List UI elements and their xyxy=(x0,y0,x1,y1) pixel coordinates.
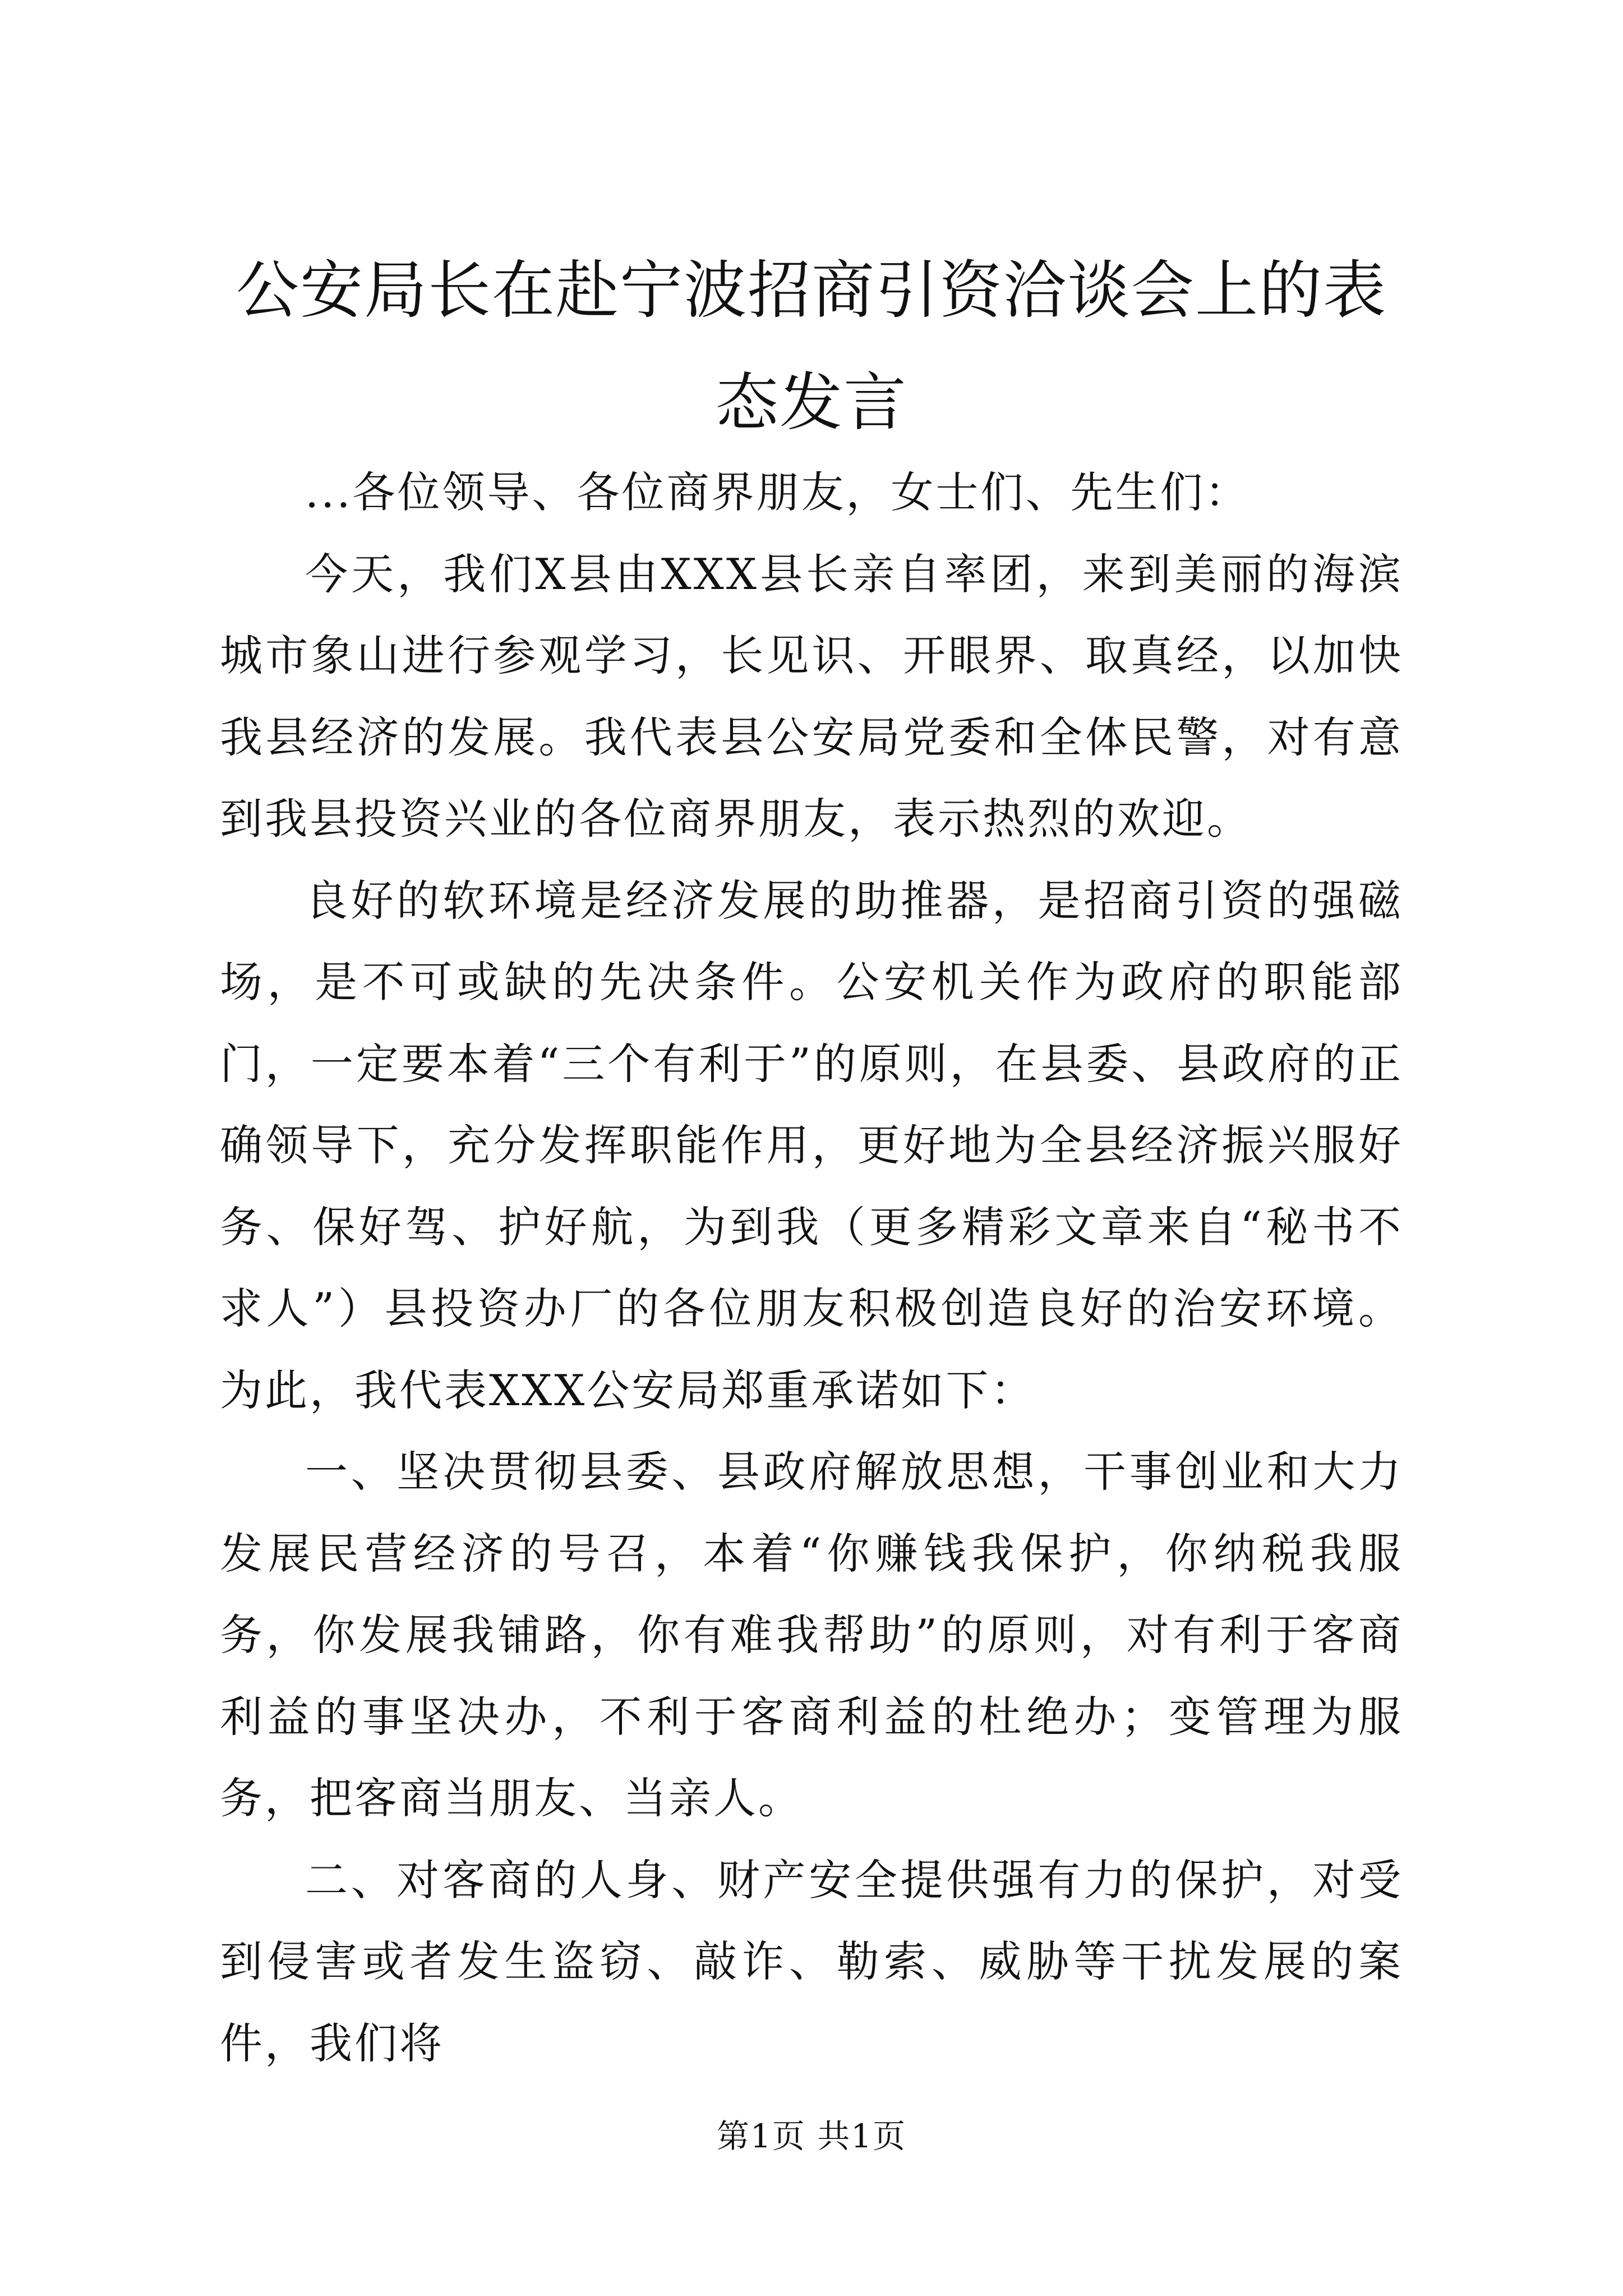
paragraph-salutation: ...各位领导、各位商界朋友，女士们、先生们： xyxy=(305,467,1250,517)
paragraph-environment: 良好的软环境是经济发展的助推器，是招商引资的强磁场，是不可或缺的先决条件。公安机关作为政府的职能部门，一定要本着“三个有利于”的原则，在县委、县政府的正确领导下，充分发挥职能作用，更好地为全县经济振兴服好务、保好驾、护好航，为到我（更多精彩文章来自“秘书不求人”）县投资办厂的各位朋友积极创造良好的治安环境。为此，我代表XXX公安局郑重承诺如下： xyxy=(220,875,1403,1415)
paragraph-welcome: 今天，我们X县由XXX县长亲自率团，来到美丽的海滨城市象山进行参观学习，长见识、开眼界、取真经，以加快我县经济的发展。我代表县公安局党委和全体民警，对有意到我县投资兴业的各位商界朋友，表示热烈的欢迎。 xyxy=(220,549,1403,844)
paragraph-commitment-1: 一、坚决贯彻县委、县政府解放思想，干事创业和大力发展民营经济的号召，本着“你赚钱我保护，你纳税我服务，你发展我铺路，你有难我帮助”的原则，对有利于客商利益的事坚决办，不利于客商利益的杜绝办；变管理为服务，把客商当朋友、当亲人。 xyxy=(220,1447,1403,1823)
document-body xyxy=(220,452,1403,2084)
page-footer: 第1页 共1页 xyxy=(716,2117,907,2155)
document-title: 公安局长在赴宁波招商引资洽谈会上的表态发言 xyxy=(236,254,1387,439)
paragraph-commitment-2: 二、对客商的人身、财产安全提供强有力的保护，对受到侵害或者发生盗窃、敲诈、勒索、威胁等干扰发展的案件，我们将 xyxy=(220,1855,1403,2068)
